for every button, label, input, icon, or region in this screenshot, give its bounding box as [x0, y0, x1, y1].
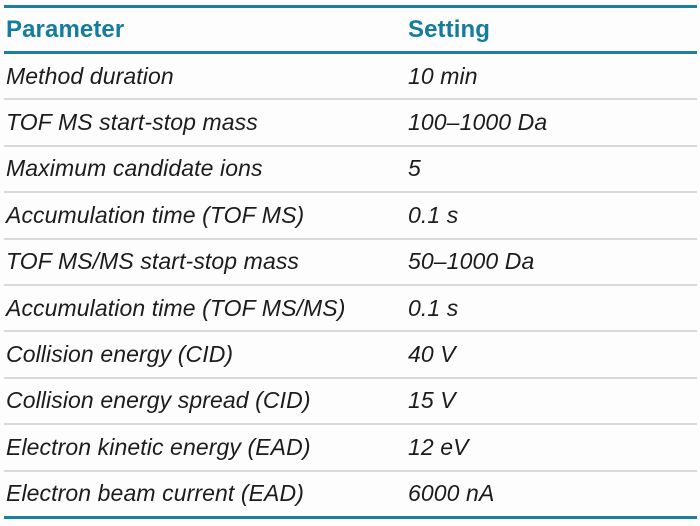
table-row — [4, 286, 697, 332]
parameter-cell: Accumulation time (TOF MS) — [6, 201, 305, 228]
parameter-cell: Collision energy (CID) — [6, 341, 234, 368]
table-row — [4, 332, 697, 378]
setting-cell: 0.1 s — [408, 294, 459, 321]
parameter-cell: Maximum candidate ions — [6, 155, 263, 182]
setting-cell: 12 eV — [408, 433, 469, 460]
setting-cell: 10 min — [408, 62, 478, 89]
parameter-cell: TOF MS/MS start-stop mass — [6, 248, 300, 275]
parameter-cell: Method duration — [6, 62, 174, 89]
table-row — [4, 472, 697, 519]
parameter-cell: Electron kinetic energy (EAD) — [6, 433, 311, 460]
parameter-cell: TOF MS start-stop mass — [6, 109, 258, 136]
parameter-cell: Electron beam current (EAD) — [6, 480, 304, 507]
parameter-cell: Accumulation time (TOF MS/MS) — [6, 294, 346, 321]
parameters-table — [4, 5, 697, 519]
setting-cell: 100–1000 Da — [408, 109, 548, 136]
parameter-cell: Collision energy spread (CID) — [6, 387, 311, 414]
column-header-setting: Setting — [408, 15, 491, 43]
setting-cell: 5 — [408, 155, 421, 182]
setting-cell: 0.1 s — [408, 201, 459, 228]
table-row — [4, 100, 697, 146]
setting-cell: 50–1000 Da — [408, 248, 535, 275]
table-row — [4, 193, 697, 239]
table-row — [4, 425, 697, 471]
setting-cell: 40 V — [408, 341, 456, 368]
table-row — [4, 54, 697, 100]
setting-cell: 15 V — [408, 387, 456, 414]
table-row — [4, 240, 697, 286]
table-header-row — [4, 8, 697, 54]
column-header-parameter: Parameter — [6, 15, 125, 43]
table-row — [4, 379, 697, 425]
table-row — [4, 147, 697, 193]
setting-cell: 6000 nA — [408, 480, 495, 507]
